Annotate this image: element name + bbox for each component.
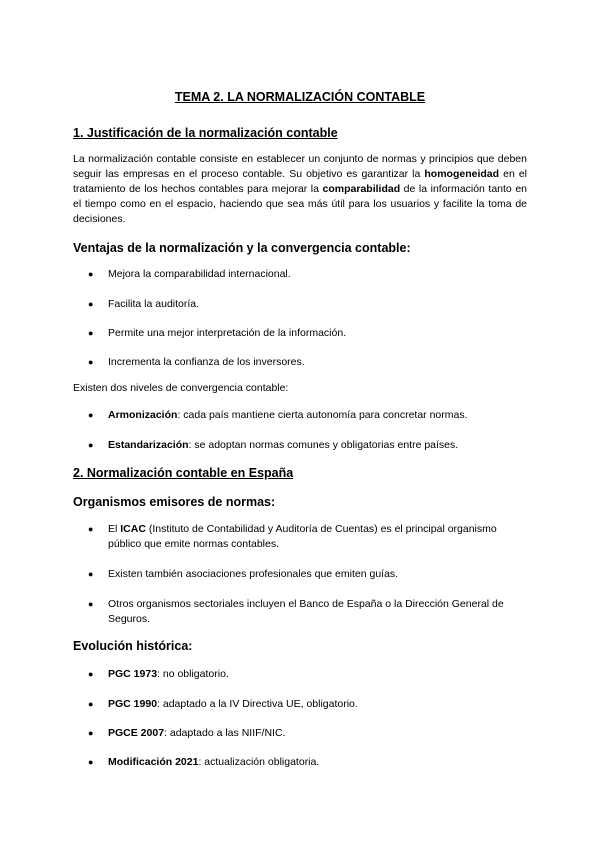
advantage-item (88, 297, 528, 312)
history-term: PGCE 2007 (108, 727, 165, 739)
advantage-text: Facilita la auditoría. (108, 298, 200, 310)
bullet-icon: ● (88, 269, 94, 279)
level-item (88, 438, 528, 453)
paragraph-bold-homogeneidad: homogeneidad (424, 168, 500, 180)
organism-item (88, 567, 528, 582)
history-term: PGC 1973 (108, 668, 158, 680)
advantage-item (88, 355, 528, 370)
bullet-icon: ● (88, 357, 94, 367)
bullet-icon: ● (88, 524, 94, 534)
bullet-icon: ● (88, 669, 94, 679)
organism-text: El (108, 523, 121, 535)
section2-heading: 2. Normalización contable en España (73, 466, 294, 480)
advantage-text: Mejora la comparabilidad internacional. (108, 268, 291, 280)
history-term: PGC 1990 (108, 698, 158, 710)
history-item (88, 755, 528, 770)
section1-heading: 1. Justificación de la normalización contable (73, 126, 338, 140)
level-desc: : cada país mantiene cierta autonomía para concretar normas. (177, 409, 468, 421)
organism-text: Existen también asociaciones profesionales que emiten guías. (108, 568, 399, 580)
bullet-icon: ● (88, 699, 94, 709)
bullet-icon: ● (88, 299, 94, 309)
advantage-item (88, 326, 528, 341)
history-desc: : no obligatorio. (157, 668, 229, 680)
paragraph-text: de la información tanto en el tiempo como en el espacio, haciendo que sea más útil para los usuarios y facilite la toma de decisiones. (73, 183, 527, 225)
advantage-item (88, 267, 528, 282)
paragraph-text: en el tratamiento de los hechos contables para mejorar la (73, 168, 527, 195)
advantage-text: Permite una mejor interpretación de la información. (108, 327, 347, 339)
bullet-icon: ● (88, 410, 94, 420)
paragraph-bold-comparabilidad: comparabilidad (322, 183, 401, 195)
bullet-icon: ● (88, 569, 94, 579)
history-desc: : adaptado a las NIIF/NIC. (164, 727, 286, 739)
level-term: Estandarización (108, 439, 189, 451)
organism-item (88, 522, 528, 552)
history-item (88, 697, 528, 712)
history-item (88, 726, 528, 741)
level-desc: : se adoptan normas comunes y obligatorias entre países. (188, 439, 459, 451)
organism-text: Otros organismos sectoriales incluyen el Banco de España o la Dirección General de Seguros. (108, 598, 504, 625)
history-heading: Evolución histórica: (73, 639, 193, 653)
organism-item (88, 597, 528, 627)
page-title: TEMA 2. LA NORMALIZACIÓN CONTABLE (174, 90, 426, 104)
organism-term: ICAC (120, 523, 146, 535)
level-item (88, 408, 528, 423)
advantages-heading: Ventajas de la normalización y la convergencia contable: (73, 241, 411, 255)
history-term: Modificación 2021 (108, 756, 199, 768)
bullet-icon: ● (88, 599, 94, 609)
history-item (88, 667, 528, 682)
organisms-heading: Organismos emisores de normas: (73, 495, 276, 509)
section1-paragraph (73, 152, 527, 227)
advantage-text: Incrementa la confianza de los inversores. (108, 356, 305, 368)
bullet-icon: ● (88, 328, 94, 338)
bullet-icon: ● (88, 728, 94, 738)
history-desc: : actualización obligatoria. (198, 756, 320, 768)
levels-intro: Existen dos niveles de convergencia contable: (73, 382, 289, 394)
history-desc: : adaptado a la IV Directiva UE, obligatorio. (157, 698, 358, 710)
bullet-icon: ● (88, 440, 94, 450)
paragraph-text: La normalización contable consiste en establecer un conjunto de normas y principios que deben seguir las empresas en el proceso contable. Su objetivo es garantizar la (73, 153, 527, 180)
organism-text: (Instituto de Contabilidad y Auditoría de Cuentas) es el principal organismo público que emite normas contables. (108, 523, 497, 550)
level-term: Armonización (108, 409, 178, 421)
bullet-icon: ● (88, 757, 94, 767)
